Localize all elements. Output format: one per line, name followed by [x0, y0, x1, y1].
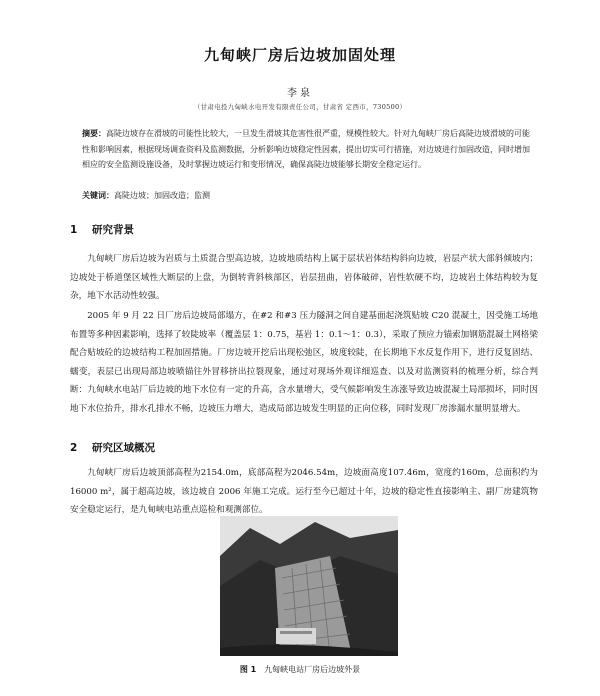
slope-photo-illustration: [220, 516, 398, 656]
abstract-text: 高陡边坡存在滑坡的可能性比较大，一旦发生滑坡其危害性很严重，规模性较大。针对九甸峡厂房后高陡边坡滑坡的可能性和影响因素，根据现场调查资料及监测数据，分析影响边坡稳定性因素，提出切实可行措施，对边坡进行加固改造，同时增加相应的安全监测设施设备，及时掌握边坡运行和变形情况，确保高陡边坡能够长期安全稳定运行。: [82, 129, 530, 169]
author-name: 李泉: [287, 88, 313, 99]
figure-caption: [0, 664, 600, 675]
section-2-heading: [70, 440, 155, 455]
section-2-paragraph-1: 九甸峡厂房后边坡顶部高程为2154.0m，底部高程为2046.54m，边坡面高度107.46m，宽度约160m，总面积约为 16000 m²，属于超高边坡，该边坡自 2006 年施工完成。运行至今已超过十年，边坡的稳定性直接影响主、副厂房建筑物安全稳定运行，是九甸峡电站重点巡检和观测部位。: [70, 468, 538, 516]
paper-title: 九甸峡厂房后边坡加固处理: [203, 46, 396, 64]
figure-label: 图 1: [239, 665, 257, 674]
section-title: 研究区域概况: [92, 442, 155, 454]
author-affiliation: （甘肃电投九甸峡水电开发有限责任公司，甘肃省 定西市，730500）: [193, 103, 407, 111]
abstract-label: 摘要：: [82, 129, 106, 138]
figure-caption-text: 九甸峡电站厂房后边坡外景: [264, 665, 361, 674]
section-number: 2: [70, 442, 78, 454]
photo-powerhouse: [276, 628, 316, 644]
photo-powerhouse-window: [280, 631, 312, 634]
section-number: 1: [70, 224, 78, 236]
keywords-label: 关键词：: [82, 191, 114, 200]
slope-photo: [220, 516, 398, 656]
section-title: 研究背景: [92, 224, 134, 236]
keywords: [82, 190, 530, 201]
abstract: [82, 126, 530, 173]
section-1-paragraph-1: 九甸峡厂房后边坡为岩质与土质混合型高边坡，边坡地质结构上属于层状岩体结构斜向边坡，岩层产状大部斜倾坡内；边坡处于桥道堡区域性大断层的上盘，为倒转背斜核部区，岩层扭曲，岩体破碎，岩性软硬不均，边坡岩土体结构较为复杂，地下水活动性较强。: [70, 254, 538, 302]
keywords-text: 高陡边坡；加固改造；监测: [114, 191, 210, 200]
section-1-heading: [70, 222, 134, 237]
section-1-paragraph-2: 2005 年 9 月 22 日厂房后边坡局部塌方，在#2 和#3 压力隧洞之间自建基面起浇筑贴坡 C20 混凝土，因受施工场地布置等多种因素影响，选择了较陡坡率（覆盖层 1：0.75，基岩 1：0.1～1：0.3），采取了预应力锚索加钢筋混凝土网格梁配合贴坡砼的边坡结构工程加固措施。厂房边坡开挖后出现松弛区，坡度较陡，在长期地下水反复作用下，进行反复固结、蠕变，表层已出现局部边坡喷锚往外冒移挤出拉裂现象，通过对现场外观详细巡查、以及对监测资料的梳理分析，综合判断：九甸峡水电站厂后边坡的地下水位有一定的升高，含水量增大，受气候影响发生冻涨导致边坡混凝土局部损坏，同时因地下水位抬升，排水孔排水不畅，边坡压力增大，造成局部边坡发生明显的正向位移，同时发现厂房渗漏水量明显增大。: [70, 311, 538, 414]
